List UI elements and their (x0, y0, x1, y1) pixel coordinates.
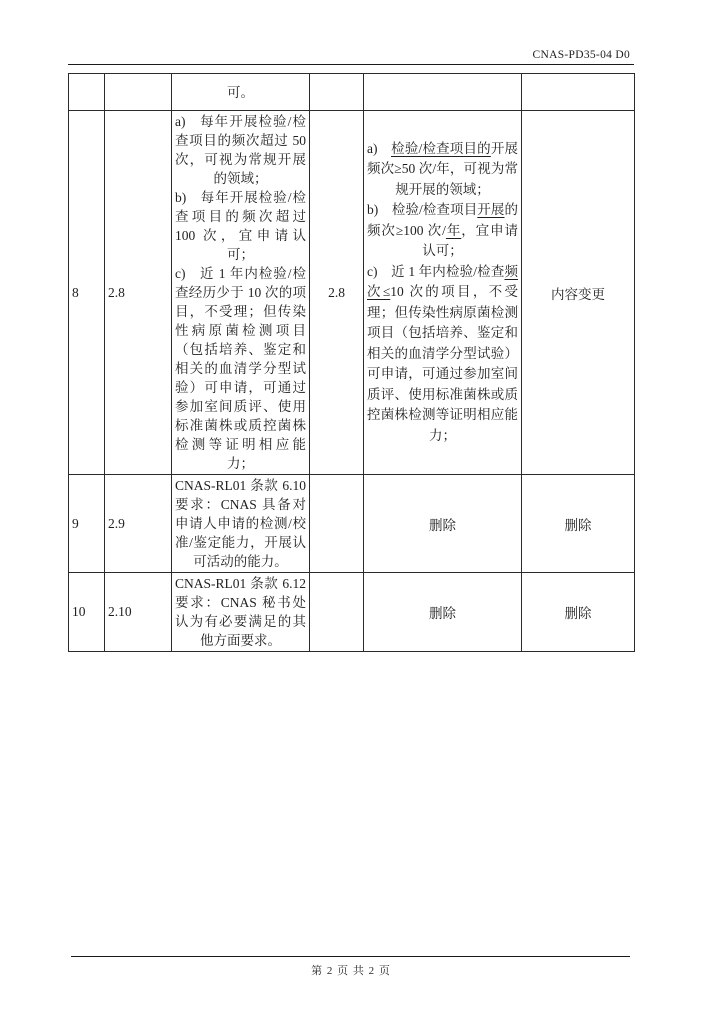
cell-old-clause-8: 2.8 (105, 111, 172, 475)
old-item-a: a) 每年开展检验/检查项目的频次超过 50 次，可视为常规开展的领域； (175, 114, 306, 186)
new-item-b: b) 检验/检查项目开展的频次≥100 次/年，宜申请认可； (367, 202, 518, 259)
new-item-c: c) 近 1 年内检验/检查频次≤10 次的项目，不受理；但传染性病原菌检测项目（包括培养、鉴定和相关的血清学分型试验）可申请，可通过参加室间质评、使用标准菌株或质控菌株检测等证明相应能力； (367, 263, 518, 443)
table-row-8 (69, 111, 635, 475)
cell-new-text-cont (364, 74, 522, 111)
cell-old-text-8 (172, 111, 310, 475)
cell-new-text-9: 删除 (364, 475, 522, 573)
cell-old-text-cont (172, 74, 310, 111)
page-number: 第 2 页 共 2 页 (311, 965, 391, 977)
cell-old-text-9 (172, 475, 310, 573)
cell-new-clause-9 (310, 475, 364, 573)
cell-new-clause-cont (310, 74, 364, 111)
new-item-a: a) 检验/检查项目的开展频次≥50 次/年，可视为常规开展的领域； (367, 140, 518, 197)
cell-change-type-cont (522, 74, 635, 111)
table-row-9 (69, 475, 635, 573)
old-item-c: c) 近 1 年内检验/检查经历少于 10 次的项目，不受理；但传染性病原菌检测项目（包括培养、鉴定和相关的血清学分型试验）可申请，可通过参加室间质评、使用标准菌株或质控菌株检测等证明相应能力； (175, 266, 306, 471)
revision-comparison-table (68, 73, 635, 652)
header-rule (68, 64, 634, 65)
cell-seq-8: 8 (69, 111, 105, 475)
old-text-9: CNAS-RL01 条款 6.10 要求：CNAS 具备对申请人申请的检测/校准/鉴定能力，开展认可活动的能力。 (175, 478, 306, 569)
old-text-tail: 可。 (227, 84, 254, 100)
cell-seq-10: 10 (69, 573, 105, 652)
cell-new-clause-8: 2.8 (310, 111, 364, 475)
old-item-b: b) 每年开展检验/检查项目的频次超过 100 次，宜申请认可； (175, 190, 306, 262)
cell-old-clause-9: 2.9 (105, 475, 172, 573)
cell-new-text-10: 删除 (364, 573, 522, 652)
cell-change-type-8: 内容变更 (522, 111, 635, 475)
footer-rule (71, 956, 630, 957)
cell-old-clause-10: 2.10 (105, 573, 172, 652)
cell-new-clause-10 (310, 573, 364, 652)
cell-old-text-10 (172, 573, 310, 652)
cell-new-text-8 (364, 111, 522, 475)
table-row-10 (69, 573, 635, 652)
old-text-10: CNAS-RL01 条款 6.12 要求：CNAS 秘书处认为有必要满足的其他方面要求。 (175, 576, 306, 648)
cell-change-type-10: 删除 (522, 573, 635, 652)
cell-old-clause-cont (105, 74, 172, 111)
cell-change-type-9: 删除 (522, 475, 635, 573)
cell-seq-cont (69, 74, 105, 111)
cell-seq-9: 9 (69, 475, 105, 573)
table-row-continuation (69, 74, 635, 111)
document-code: CNAS-PD35-04 D0 (532, 49, 630, 61)
